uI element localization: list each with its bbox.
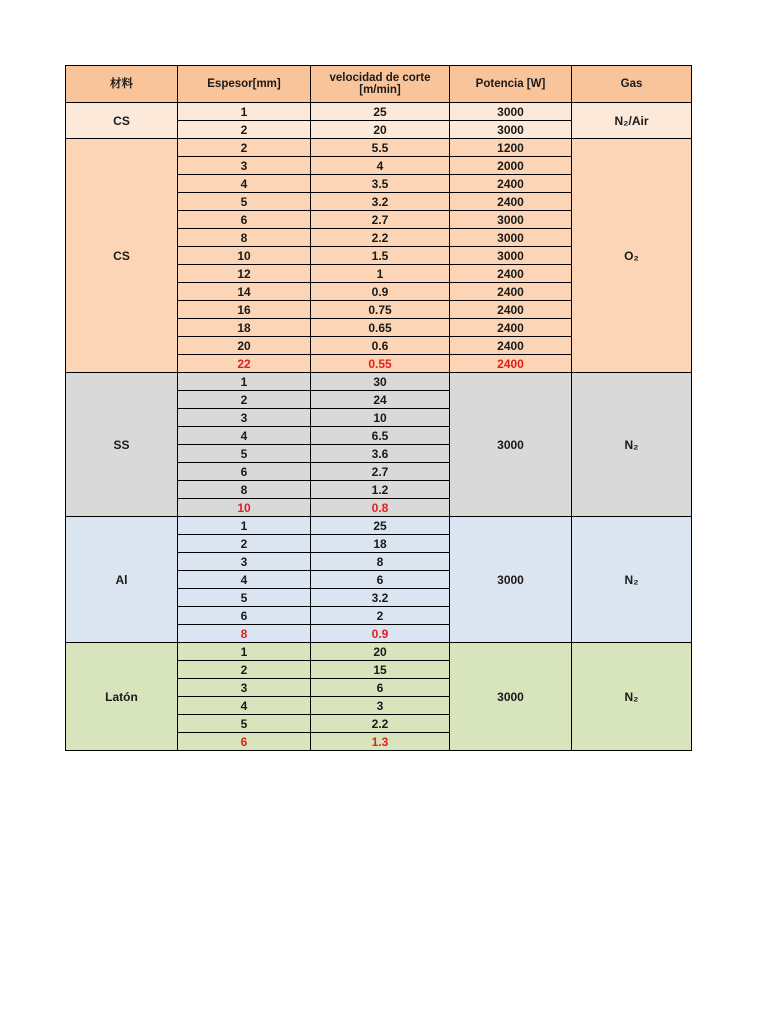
material-cell[interactable]: Al — [66, 517, 178, 643]
thickness-cell[interactable]: 4 — [178, 175, 311, 193]
thickness-cell[interactable]: 2 — [178, 121, 311, 139]
power-cell[interactable]: 3000 — [450, 643, 572, 751]
speed-cell[interactable]: 0.75 — [311, 301, 450, 319]
table-row — [66, 103, 692, 121]
power-cell[interactable]: 2400 — [450, 337, 572, 355]
material-cell[interactable]: SS — [66, 373, 178, 517]
thickness-cell[interactable]: 1 — [178, 103, 311, 121]
thickness-cell[interactable]: 2 — [178, 661, 311, 679]
power-cell[interactable]: 2400 — [450, 355, 572, 373]
thickness-cell[interactable]: 4 — [178, 571, 311, 589]
gas-cell[interactable]: N₂ — [572, 373, 692, 517]
thickness-cell[interactable]: 10 — [178, 499, 311, 517]
thickness-cell[interactable]: 1 — [178, 643, 311, 661]
header-row — [66, 66, 692, 103]
header-power[interactable]: Potencia [W] — [450, 66, 572, 103]
power-cell[interactable]: 3000 — [450, 373, 572, 517]
header-material[interactable]: 材料 — [66, 66, 178, 103]
thickness-cell[interactable]: 8 — [178, 481, 311, 499]
speed-cell[interactable]: 0.65 — [311, 319, 450, 337]
thickness-cell[interactable]: 14 — [178, 283, 311, 301]
speed-cell[interactable]: 3.2 — [311, 193, 450, 211]
speed-cell[interactable]: 8 — [311, 553, 450, 571]
power-cell[interactable]: 2400 — [450, 175, 572, 193]
speed-cell[interactable]: 6.5 — [311, 427, 450, 445]
speed-cell[interactable]: 25 — [311, 517, 450, 535]
speed-cell[interactable]: 30 — [311, 373, 450, 391]
thickness-cell[interactable]: 3 — [178, 409, 311, 427]
thickness-cell[interactable]: 3 — [178, 157, 311, 175]
thickness-cell[interactable]: 18 — [178, 319, 311, 337]
thickness-cell[interactable]: 1 — [178, 373, 311, 391]
gas-cell[interactable]: O₂ — [572, 139, 692, 373]
table-body — [66, 103, 692, 751]
speed-cell[interactable]: 15 — [311, 661, 450, 679]
thickness-cell[interactable]: 8 — [178, 625, 311, 643]
thickness-cell[interactable]: 5 — [178, 715, 311, 733]
speed-cell[interactable]: 1.3 — [311, 733, 450, 751]
header-thickness[interactable]: Espesor[mm] — [178, 66, 311, 103]
cutting-parameters-table — [65, 65, 692, 751]
thickness-cell[interactable]: 22 — [178, 355, 311, 373]
power-cell[interactable]: 2400 — [450, 265, 572, 283]
table-row — [66, 139, 692, 157]
power-cell[interactable]: 3000 — [450, 103, 572, 121]
power-cell[interactable]: 2400 — [450, 319, 572, 337]
gas-cell[interactable]: N₂ — [572, 517, 692, 643]
speed-cell[interactable]: 3 — [311, 697, 450, 715]
speed-cell[interactable]: 20 — [311, 643, 450, 661]
speed-cell[interactable]: 3.5 — [311, 175, 450, 193]
speed-cell[interactable]: 0.55 — [311, 355, 450, 373]
speed-cell[interactable]: 2.7 — [311, 211, 450, 229]
thickness-cell[interactable]: 16 — [178, 301, 311, 319]
thickness-cell[interactable]: 4 — [178, 427, 311, 445]
table-row — [66, 373, 692, 391]
thickness-cell[interactable]: 4 — [178, 697, 311, 715]
thickness-cell[interactable]: 3 — [178, 679, 311, 697]
thickness-cell[interactable]: 6 — [178, 607, 311, 625]
thickness-cell[interactable]: 5 — [178, 193, 311, 211]
power-cell[interactable]: 2400 — [450, 301, 572, 319]
thickness-cell[interactable]: 2 — [178, 139, 311, 157]
speed-cell[interactable]: 18 — [311, 535, 450, 553]
power-cell[interactable]: 2000 — [450, 157, 572, 175]
power-cell[interactable]: 2400 — [450, 283, 572, 301]
gas-cell[interactable]: N₂/Air — [572, 103, 692, 139]
speed-cell[interactable]: 24 — [311, 391, 450, 409]
thickness-cell[interactable]: 6 — [178, 211, 311, 229]
speed-cell[interactable]: 0.9 — [311, 283, 450, 301]
header-cutting-speed[interactable]: velocidad de corte [m/min] — [311, 66, 450, 103]
thickness-cell[interactable]: 6 — [178, 463, 311, 481]
power-cell[interactable]: 3000 — [450, 247, 572, 265]
speed-cell[interactable]: 5.5 — [311, 139, 450, 157]
speed-cell[interactable]: 2.2 — [311, 715, 450, 733]
power-cell[interactable]: 3000 — [450, 211, 572, 229]
power-cell[interactable]: 3000 — [450, 517, 572, 643]
table-row — [66, 643, 692, 661]
table-row — [66, 517, 692, 535]
speed-cell[interactable]: 2.7 — [311, 463, 450, 481]
thickness-cell[interactable]: 2 — [178, 535, 311, 553]
speed-cell[interactable]: 1.5 — [311, 247, 450, 265]
speed-cell[interactable]: 0.6 — [311, 337, 450, 355]
material-cell[interactable]: CS — [66, 139, 178, 373]
power-cell[interactable]: 3000 — [450, 229, 572, 247]
speed-cell[interactable]: 0.9 — [311, 625, 450, 643]
thickness-cell[interactable]: 12 — [178, 265, 311, 283]
thickness-cell[interactable]: 5 — [178, 589, 311, 607]
speed-cell[interactable]: 0.8 — [311, 499, 450, 517]
speed-cell[interactable]: 6 — [311, 679, 450, 697]
speed-cell[interactable]: 4 — [311, 157, 450, 175]
thickness-cell[interactable]: 10 — [178, 247, 311, 265]
speed-cell[interactable]: 1.2 — [311, 481, 450, 499]
thickness-cell[interactable]: 2 — [178, 391, 311, 409]
header-gas[interactable]: Gas — [572, 66, 692, 103]
speed-cell[interactable]: 3.6 — [311, 445, 450, 463]
thickness-cell[interactable]: 8 — [178, 229, 311, 247]
thickness-cell[interactable]: 3 — [178, 553, 311, 571]
power-cell[interactable]: 1200 — [450, 139, 572, 157]
thickness-cell[interactable]: 5 — [178, 445, 311, 463]
speed-cell[interactable]: 25 — [311, 103, 450, 121]
speed-cell[interactable]: 20 — [311, 121, 450, 139]
thickness-cell[interactable]: 1 — [178, 517, 311, 535]
speed-cell[interactable]: 6 — [311, 571, 450, 589]
speed-cell[interactable]: 1 — [311, 265, 450, 283]
speed-cell[interactable]: 10 — [311, 409, 450, 427]
gas-cell[interactable]: N₂ — [572, 643, 692, 751]
power-cell[interactable]: 2400 — [450, 193, 572, 211]
speed-cell[interactable]: 2.2 — [311, 229, 450, 247]
power-cell[interactable]: 3000 — [450, 121, 572, 139]
material-cell[interactable]: Latón — [66, 643, 178, 751]
thickness-cell[interactable]: 6 — [178, 733, 311, 751]
speed-cell[interactable]: 2 — [311, 607, 450, 625]
material-cell[interactable]: CS — [66, 103, 178, 139]
speed-cell[interactable]: 3.2 — [311, 589, 450, 607]
thickness-cell[interactable]: 20 — [178, 337, 311, 355]
